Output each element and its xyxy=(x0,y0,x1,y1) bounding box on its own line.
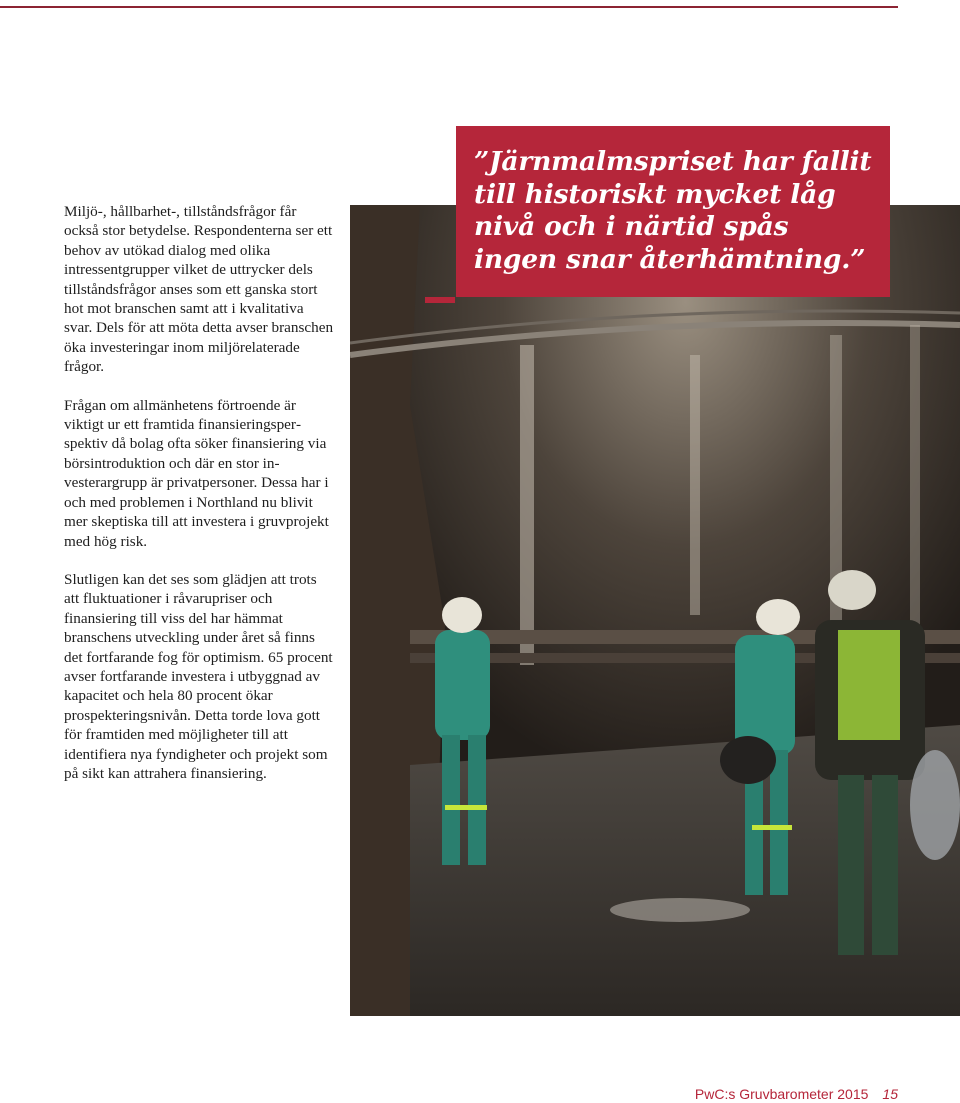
publication-title: PwC:s Gruvbarometer 2015 xyxy=(694,1086,869,1102)
body-paragraph-3: Slutligen kan det ses som glädjen att trots att fluktuationer i råvarupriser och finansiering till viss del har hämmat branschens utveckling under året så finns det fortfarande fog för optimism. 65 procent avser fortfarande investera i utbyggnad av kapacitet och hela 80 procent ökar prospekteringsnivån. Detta torde lova gott för framtiden med möjligheter till att identifiera nya fyndigheter och projekt som på sikt kan attrahera finansiering. xyxy=(64,570,333,782)
body-paragraph-1: Miljö-, hållbarhet-, tillståndsfrågor får också stor betydelse. Respondenterna ser ett behov av utökad dialog med olika intressentgrupper vilket de uttrycker dels tillståndsfrågor anses som ett ganska stort hot mot branschen samt att i kvalitativa svar. Dels för att möta detta avser branschen öka investeringar inom miljörelaterade frågor. xyxy=(64,203,334,376)
page-footer xyxy=(695,1086,898,1102)
page-number: 15 xyxy=(882,1086,898,1102)
pull-quote-text: ”Järnmalmspriset har fallit till historiskt mycket låg nivå och i närtid spås ingen snar återhämtning.” xyxy=(474,146,872,275)
top-rule xyxy=(0,6,898,8)
pull-quote-box xyxy=(456,126,890,297)
mine-tunnel-photo xyxy=(350,205,960,1016)
body-paragraph-2: Frågan om allmänhetens förtroende är viktigt ur ett framtida finansieringsperspektiv då bolag ofta söker finansiering via börsintroduktion och där en stor investerargrupp är privatpersoner. Dessa har i och med problemen i Northland nu blivit mer skeptiska till att investera i gruvprojekt med hög risk. xyxy=(64,396,329,550)
quote-accent-bar xyxy=(425,297,455,303)
body-text-column xyxy=(64,202,334,802)
